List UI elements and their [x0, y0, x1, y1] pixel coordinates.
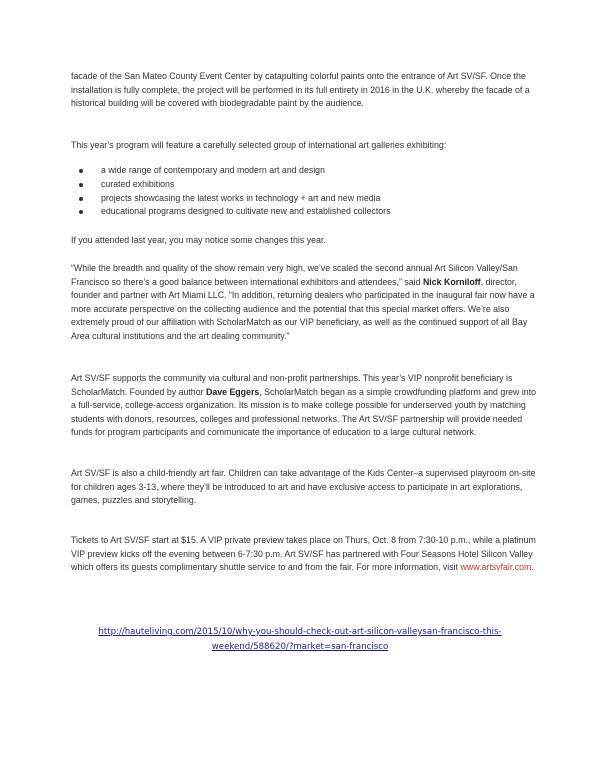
bullet-item: curated exhibitions	[77, 178, 537, 192]
source-url-link[interactable]	[60, 625, 540, 654]
community-text-end: , ScholarMatch began as a simple crowdfunding platform and grew into a full-service, college-access organization. Its mission is to make college possible for underserved youth by matching students with donors, resources, colleges and professional networks. The Art SV/SF partnership will provide needed funds for program participants and communicate the importance of education to a large cultural network.	[71, 386, 537, 438]
paragraph-kids: Art SV/SF is also a child-friendly art fair. Children can take advantage of the Kids Center–a supervised playroom on-site for children ages 3-13, where they’ll be introduced to art and have exclusive access to participate in art explorations, games, puzzles and storytelling.	[71, 468, 536, 506]
paragraph-changes: If you attended last year, you may notice some changes this year.	[71, 235, 326, 245]
paragraph-installation: facade of the San Mateo County Event Center by catapulting colorful paints onto the entrance of Art SV/SF. Once the installation is fully complete, the project will be performed in its full entirety in 2016 in the U.K. whereby the facade of a historical building will be covered with biodegradable paint by the audience.	[71, 71, 530, 109]
quote-text-start: “While the breadth and quality of the show remain very high, we’ve scaled the second annual Art Silicon Valley/San Francisco so there’s a good balance between international exhibitors and attendees,” said	[71, 263, 518, 287]
program-bullet-list	[77, 164, 537, 219]
person-name-eggers: Dave Eggers	[205, 386, 260, 397]
artsvfair-link[interactable]: www.artsvfair.com	[460, 562, 532, 573]
bullet-item: educational programs designed to cultivate new and established collectors	[77, 205, 537, 219]
community-text-start: Art SV/SF supports the community via cultural and non-profit partnerships. This year’s VIP nonprofit beneficiary is ScholarMatch. Founded by author	[71, 373, 513, 397]
quote-text-end: , director, founder and partner with Art Miami LLC. “In addition, returning dealers who participated in the inaugural fair now have a more accurate perspective on the collecting audience and the potential that this special market offers. We’re also extremely proud of our affiliation with ScholarMatch as our VIP beneficiary, as well as the continued support of all Bay Area cultural institutions and the art dealing community.”	[71, 276, 535, 341]
source-url-line-1[interactable]: http://hauteliving.com/2015/10/why-you-should-check-out-art-silicon-valleysan-francisco-this-	[98, 627, 502, 637]
paragraph-quote	[71, 262, 539, 344]
paragraph-tickets	[71, 534, 539, 575]
paragraph-program-intro: This year’s program will feature a carefully selected group of international art galleries exhibiting:	[71, 140, 447, 150]
bullet-item: a wide range of contemporary and modern art and design	[77, 164, 537, 178]
paragraph-community	[71, 372, 539, 440]
person-name-korniloff: Nick Korniloff	[422, 276, 481, 287]
source-url-line-2[interactable]: weekend/588620/?market=san-francisco	[211, 641, 389, 652]
bullet-item: projects showcasing the latest works in technology + art and new media	[77, 192, 537, 206]
tickets-text: Tickets to Art SV/SF start at $15. A VIP private preview takes place on Thurs, Oct. 8 from 7:30-10 p.m., while a platinum VIP preview kicks off the evening between 6-7:30 p.m. Art SV/SF has partnered with Four Seasons Hotel Silicon Valley which offers its guests complimentary shuttle service to and from the fair. For more information, visit	[71, 535, 536, 573]
tickets-text-end: .	[531, 562, 534, 573]
